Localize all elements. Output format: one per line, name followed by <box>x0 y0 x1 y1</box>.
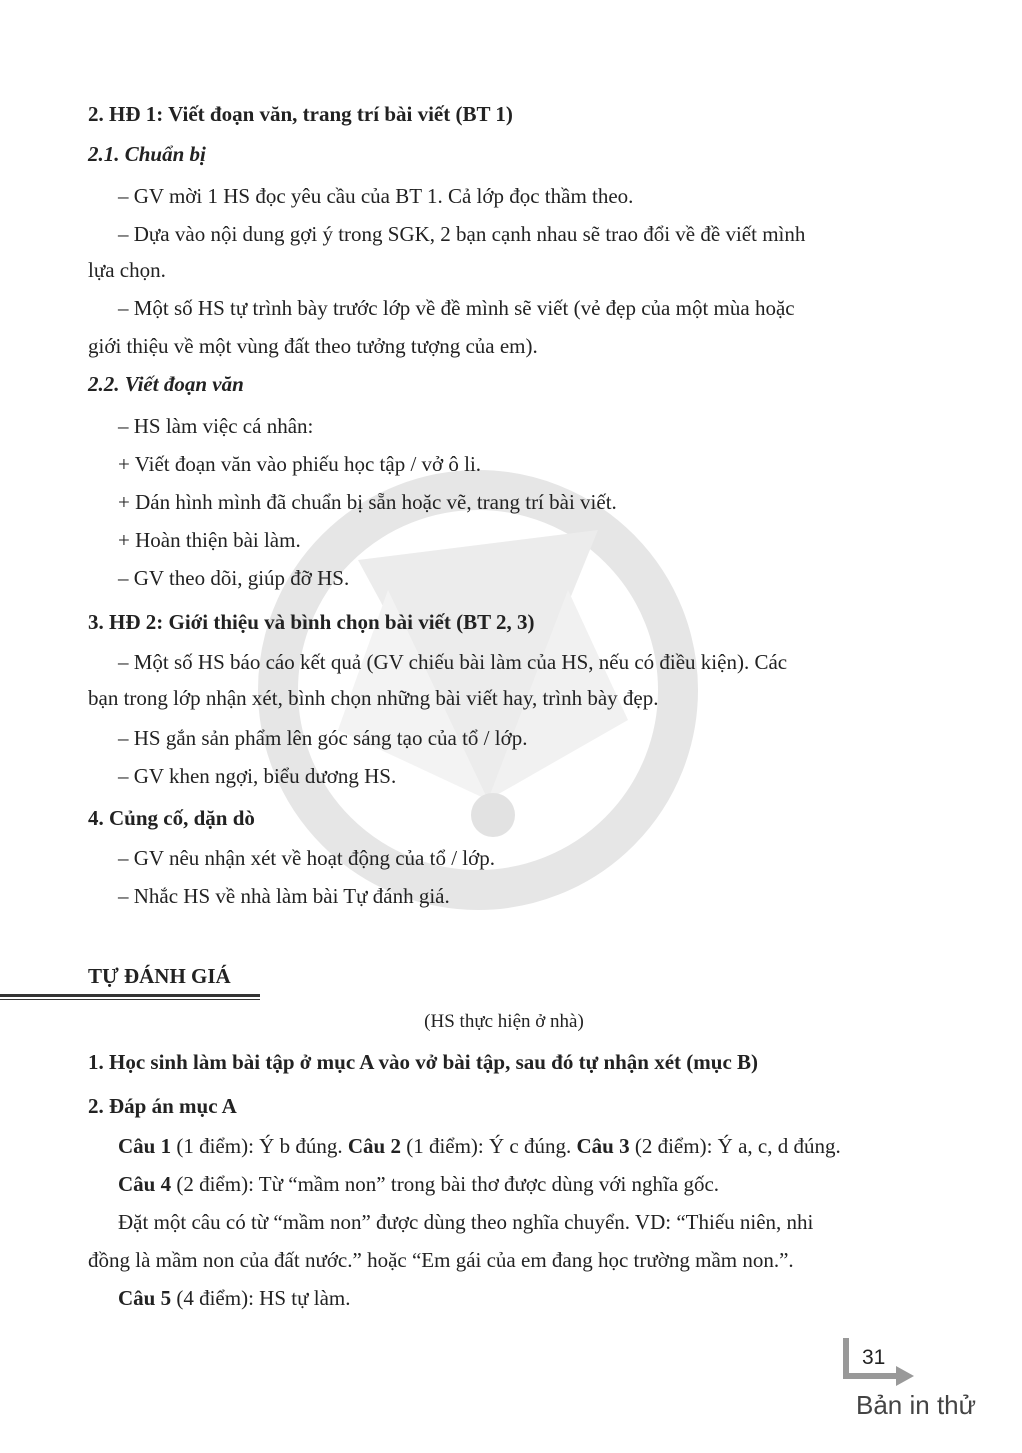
section-heading-hd2: 3. HĐ 2: Giới thiệu và bình chọn bài viết (BT 2, 3) <box>88 610 535 634</box>
subheading-prep: 2.1. Chuẩn bị <box>88 142 206 166</box>
paragraph: lựa chọn. <box>88 258 166 282</box>
answer-text: (4 điểm): HS tự làm. <box>171 1286 351 1310</box>
answer-line <box>118 1284 350 1312</box>
self-assessment-item: 2. Đáp án mục A <box>88 1094 237 1118</box>
title-underline-thick <box>0 994 260 997</box>
answer-line <box>118 1170 719 1198</box>
answer-label: Câu 4 <box>118 1172 172 1196</box>
paragraph: – GV mời 1 HS đọc yêu cầu của BT 1. Cả lớp đọc thầm theo. <box>118 184 634 208</box>
paragraph: đồng là mầm non của đất nước.” hoặc “Em gái của em đang học trường mầm non.”. <box>88 1248 794 1272</box>
paragraph: – GV theo dõi, giúp đỡ HS. <box>118 566 350 590</box>
section-heading-wrap: 4. Củng cố, dặn dò <box>88 806 255 830</box>
paragraph: + Hoàn thiện bài làm. <box>118 528 301 552</box>
subheading-write: 2.2. Viết đoạn văn <box>88 372 244 396</box>
paragraph: – Một số HS tự trình bày trước lớp về đề mình sẽ viết (vẻ đẹp của một mùa hoặc <box>118 296 795 320</box>
answer-label: Câu 1 <box>118 1134 172 1158</box>
answer-label: Câu 2 <box>347 1134 401 1158</box>
answer-label: Câu 3 <box>576 1134 630 1158</box>
paragraph: + Viết đoạn văn vào phiếu học tập / vở ô li. <box>118 452 482 476</box>
self-assessment-note: (HS thực hiện ở nhà) <box>424 1011 584 1032</box>
answer-text: (2 điểm): Ý a, c, d đúng. <box>629 1134 841 1158</box>
section-heading-hd1: 2. HĐ 1: Viết đoạn văn, trang trí bài viết (BT 1) <box>88 102 513 126</box>
self-assessment-title: TỰ ĐÁNH GIÁ <box>88 964 231 988</box>
draft-label: Bản in thử <box>856 1390 977 1420</box>
paragraph: bạn trong lớp nhận xét, bình chọn những bài viết hay, trình bày đẹp. <box>88 686 659 710</box>
paragraph: + Dán hình mình đã chuẩn bị sẵn hoặc vẽ, trang trí bài viết. <box>118 490 617 514</box>
paragraph: Đặt một câu có từ “mầm non” được dùng theo nghĩa chuyển. VD: “Thiếu niên, nhi <box>118 1210 814 1234</box>
answer-label: Câu 5 <box>118 1286 172 1310</box>
paragraph: giới thiệu về một vùng đất theo tưởng tượng của em). <box>88 334 538 358</box>
paragraph: – HS gắn sản phẩm lên góc sáng tạo của tổ / lớp. <box>118 726 528 750</box>
answer-text: (1 điểm): Ý c đúng. <box>400 1134 577 1158</box>
answer-text: (2 điểm): Từ “mầm non” trong bài thơ được dùng với nghĩa gốc. <box>171 1172 720 1196</box>
title-underline-thin <box>0 999 260 1000</box>
paragraph: – GV nêu nhận xét về hoạt động của tổ / lớp. <box>118 846 495 870</box>
paragraph: – HS làm việc cá nhân: <box>118 414 314 438</box>
answer-text: (1 điểm): Ý b đúng. <box>171 1134 348 1158</box>
answer-line <box>118 1132 841 1160</box>
paragraph: – Dựa vào nội dung gợi ý trong SGK, 2 bạn cạnh nhau sẽ trao đổi về đề viết mình <box>118 222 806 246</box>
self-assessment-item: 1. Học sinh làm bài tập ở mục A vào vở bài tập, sau đó tự nhận xét (mục B) <box>88 1050 759 1074</box>
paragraph: – Nhắc HS về nhà làm bài Tự đánh giá. <box>118 884 450 908</box>
paragraph: – Một số HS báo cáo kết quả (GV chiếu bài làm của HS, nếu có điều kiện). Các <box>118 650 788 674</box>
paragraph: – GV khen ngợi, biểu dương HS. <box>118 764 397 788</box>
page-number: 31 <box>862 1346 886 1369</box>
